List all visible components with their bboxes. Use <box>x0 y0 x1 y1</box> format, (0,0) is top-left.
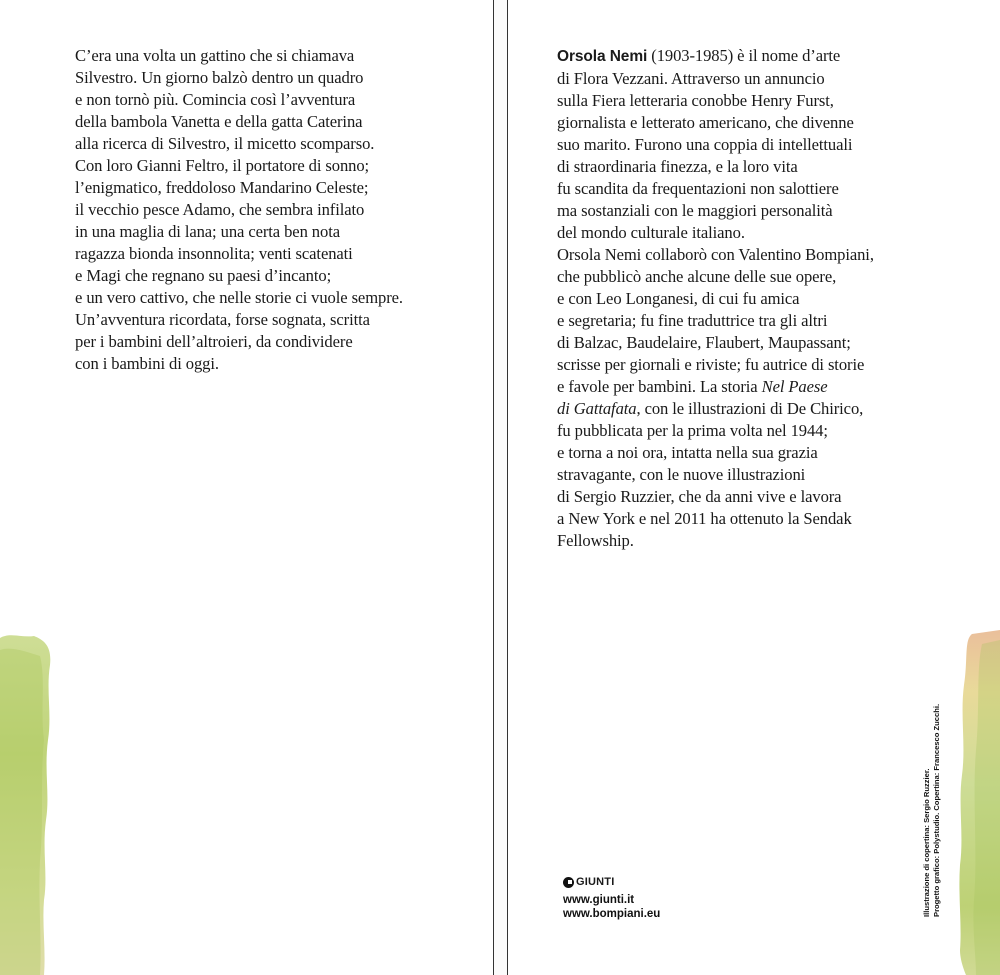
publisher-block <box>563 875 660 921</box>
biography-text-1: (1903-1985) è il nome d’arte di Flora Vezzani. Attraverso un annuncio sulla Fiera letteraria conobbe Henry Furst, giornalista e letterato americano, che divenne suo marito. Furono una coppia di intellettuali di straordinaria finezza, e la loro vita fu scandita da frequentazioni non salottiere ma sostanziali con le maggiori personalità del mondo culturale italiano. Orsola Nemi collaborò con Valentino Bompiani, che pubblicò anche alcune delle sue opere, e con Leo Longanesi, di cui fu amica e segretaria; fu fine traduttrice tra gli altri di Balzac, Baudelaire, Flaubert, Maupassant; scrisse per giornali e riviste; fu autrice di storie e favole per bambini. La storia <box>557 46 874 396</box>
website-bompiani: www.bompiani.eu <box>563 908 661 920</box>
credit-illustration: Illustrazione di copertina: Sergio Ruzzier. <box>922 768 931 917</box>
book-title: Nel Paese di Gattafata <box>557 377 828 418</box>
giunti-logo-icon <box>563 877 574 888</box>
author-name: Orsola Nemi <box>557 48 648 65</box>
cover-credits <box>922 704 942 917</box>
giunti-logo-text: GIUNTI <box>576 876 615 888</box>
author-biography <box>557 45 957 552</box>
book-gutter <box>493 0 508 975</box>
left-watercolor-wash <box>0 620 80 975</box>
book-blurb: C’era una volta un gattino che si chiamava Silvestro. Un giorno balzò dentro un quadro e non tornò più. Comincia così l’avventura della bambola Vanetta e della gatta Caterina alla ricerca di Silvestro, il micetto scomparso. Con loro Gianni Feltro, il portatore di sonno; l’enigmatico, freddoloso Mandarino Celeste; il vecchio pesce Adamo, che sembra infilato in una maglia di lana; una certa ben nota ragazza bionda insonnolita; venti scatenati e Magi che regnano su paesi d’incanto; e un vero cattivo, che nelle storie ci vuole sempre. Un’avventura ricordata, forse sognata, scritta per i bambini dell’altroieri, da condividere con i bambini di oggi. <box>75 46 403 373</box>
giunti-logo <box>563 875 660 889</box>
website-giunti: www.giunti.it <box>563 894 635 906</box>
biography-text-2: , con le illustrazioni di De Chirico, fu pubblicata per la prima volta nel 1944; e torna a noi ora, intatta nella sua grazia stravagante, con le nuove illustrazioni di Sergio Ruzzier, che da anni vive e lavora a New York e nel 2011 ha ottenuto la Sendak Fellowship. <box>557 399 864 550</box>
credit-design: Progetto grafico: Polystudio. Copertina: Francesco Zucchi. <box>932 703 941 917</box>
right-watercolor-wash <box>952 630 1000 975</box>
